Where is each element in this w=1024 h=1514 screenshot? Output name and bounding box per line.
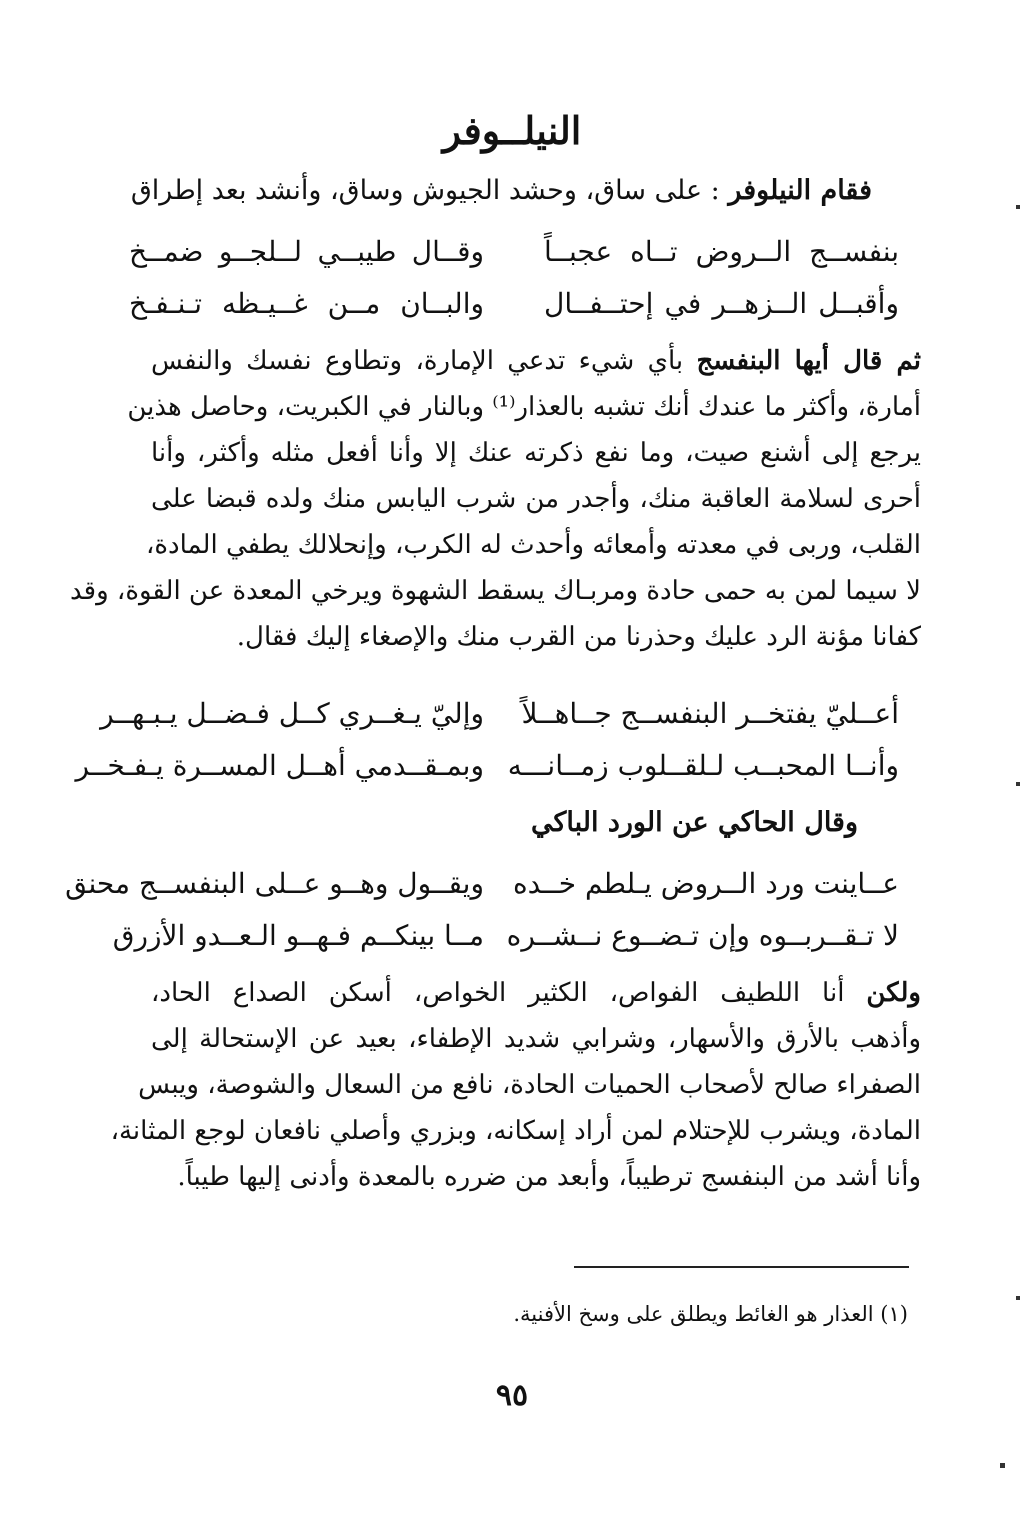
- paragraph-2-line-3: الصفراء صالح لأصحاب الحميات الحادة، نافع من السعال والشوصة، ويبس: [138, 1070, 921, 1100]
- poem-3-line-1-first-half: عــاينت ورد الــروض يـلطم خــده: [513, 867, 899, 900]
- footnote: (١) العذار هو الغائط ويطلق على وسخ الأفنية.: [513, 1302, 908, 1326]
- paragraph-1-line-5: القلب، وربى في معدته وأمعائه وأحدث له الكرب، وإنحلالك يطفي المادة،: [145, 530, 921, 560]
- paragraph-2-lead: ولكن: [866, 978, 921, 1008]
- poem-3-line-1: [65, 858, 899, 910]
- paragraph-1-line-1-text: بأي شيء تدعي الإمارة، وتطاوع نفسك والنفس: [151, 346, 697, 376]
- paragraph-2-line-2: وأذهب بالأرق والأسهار، وشرابي شديد الإطفاء، بعيد عن الإستحالة إلى: [151, 1024, 921, 1054]
- paragraph-1-line-1: [151, 338, 921, 384]
- intro-lead: فقام النيلوفر: [728, 175, 872, 206]
- poem-2-line-2-second-half: وبمـقــدمي أهــل المســرة يـفـخــر: [75, 749, 484, 782]
- page-title: النيلــوفر: [442, 108, 582, 153]
- poem-3-line-2-second-half: مــا بينكــم فـهــو الـعــدو الأزرق: [112, 919, 484, 952]
- paragraph-2-line-1-text: أنا اللطيف الفواص، الكثير الخواص، أسكن الصداع الحاد،: [151, 978, 867, 1008]
- poem-block-1: [129, 226, 899, 330]
- intro-line: [112, 168, 872, 214]
- page-number: ٩٥: [495, 1378, 529, 1413]
- scan-speck: [1016, 205, 1020, 209]
- poem-1-line-2-second-half: والبــان مــن غــيـظه تـنـفـخ: [129, 287, 484, 320]
- footnote-separator: [574, 1266, 909, 1268]
- intro-text: : على ساق، وحشد الجيوش وساق، وأنشد بعد إطراق: [130, 175, 720, 206]
- paragraph-2-line-1: [151, 970, 921, 1016]
- poem-block-2: [75, 688, 899, 792]
- poem-1-line-1-first-half: بنفســج الــروض تــاه عجبــاً: [544, 235, 899, 268]
- poem-2-line-1: [100, 688, 899, 740]
- paragraph-1-line-7: كفانا مؤنة الرد عليك وحذرنا من القرب منك والإصغاء إليك فقال.: [236, 622, 921, 652]
- scan-speck: [1016, 1296, 1020, 1300]
- poem-3-line-2-first-half: لا تـقــربــوه وإن تـضــوع نــشــره: [506, 919, 899, 952]
- paragraph-1-line-4: أحرى لسلامة العاقبة منك، وأجدر من شرب اليابس منك ولده قبضا على: [151, 484, 921, 514]
- poem-1-line-2: [129, 278, 899, 330]
- poem-block-3: [65, 858, 899, 962]
- paragraph-2-line-4: المادة، ويشرب للإحتلام لمن أراد إسكانه، وبزري وأصلي نافعان لوجع المثانة،: [110, 1116, 921, 1146]
- scan-speck: [1000, 1463, 1005, 1468]
- poem-caption: وقال الحاكي عن الورد الباكي: [531, 807, 858, 838]
- poem-2-line-1-first-half: أعــليّ يفتخــر البنفســج جــاهــلاً: [521, 697, 899, 730]
- poem-1-line-1-second-half: وقــال طيبــي لــلجــو ضمــخ: [129, 235, 484, 268]
- paragraph-2-line-5: وأنا أشد من البنفسج ترطيباً، وأبعد من ضرره بالمعدة وأدنى إليها طيباً.: [177, 1162, 921, 1192]
- paragraph-1-line-2: أمارة، وأكثر ما عندك أنك تشبه بالعذار⁽¹⁾ وبالنار في الكبريت، وحاصل هذين: [127, 392, 921, 422]
- paragraph-1-line-6: لا سيما لمن به حمى حادة ومربـاك يسقط الشهوة ويرخي المعدة عن القوة، وقد: [70, 576, 921, 606]
- paragraph-1: [70, 338, 921, 660]
- scan-speck: [1016, 782, 1020, 786]
- poem-1-line-2-first-half: وأقبــل الــزهــر في إحتــفــال: [544, 287, 899, 320]
- paragraph-2: [110, 970, 921, 1200]
- paragraph-1-line-3: يرجع إلى أشنع صيت، وما نفع ذكرته عنك إلا وأنا أفعل مثله وأكثر، وأنا: [151, 438, 921, 468]
- poem-3-line-1-second-half: ويقــول وهــو عــلى البنفســج محنق: [65, 867, 484, 900]
- poem-2-line-2: [75, 740, 899, 792]
- poem-2-line-1-second-half: وإليّ يـغــري كــل فـضــل يـبـهــر: [100, 697, 484, 730]
- poem-3-line-2: [112, 910, 899, 962]
- poem-1-line-1: [129, 226, 899, 278]
- paragraph-1-lead: ثم قال أيها البنفسج: [696, 346, 921, 376]
- poem-2-line-2-first-half: وأنــا المحبــب لـلقــلوب زمــانـــه: [507, 749, 899, 782]
